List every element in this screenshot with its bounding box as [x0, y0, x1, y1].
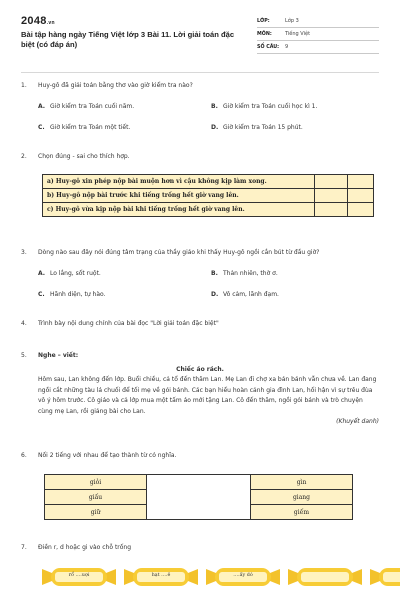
question-3: 3. Dòng nào sau đây nói đúng tâm trạng của thầy giáo khi thấy Huy-gô ngồi cắn bút từ đầu giờ? A. Lo lắng, sốt ruột. B. Thản nhiên, thờ ơ. C. Hãnh diện, tự hào. D. Vô cảm, lãnh đạm.: [21, 249, 379, 309]
worksheet-info: [257, 15, 379, 54]
q3-option-d[interactable]: D. Vô cảm, lãnh đạm.: [211, 291, 279, 298]
answer-cell[interactable]: [348, 189, 374, 203]
info-row-subject: MÔN: Tiếng Việt: [257, 28, 379, 41]
question-2: 2. Chọn đúng - sai cho thích hợp.: [21, 153, 379, 163]
question-1-text: Huy-gô đã giải toán bằng thơ vào giờ kiểm tra nào?: [38, 82, 193, 89]
passage-title: Chiếc áo rách.: [176, 366, 224, 373]
question-6: 6. Nối 2 tiếng với nhau để tạo thành từ có nghĩa.: [21, 452, 379, 462]
question-2-text: Chọn đúng - sai cho thích hợp.: [38, 153, 130, 160]
right-word[interactable]: giang: [251, 490, 353, 505]
candy-fill-item[interactable]: hạt ….ẻ: [124, 566, 198, 588]
table-row: [45, 475, 353, 490]
answer-cell[interactable]: [315, 189, 348, 203]
q3-option-b[interactable]: B. Thản nhiên, thờ ơ.: [211, 270, 278, 277]
table-row: a) Huy-gô xin phép nộp bài muộn hơn vì cậu không kịp làm xong.: [43, 175, 374, 189]
table-row: b) Huy-gô nộp bài trước khi tiếng trống hết giờ vang lên.: [43, 189, 374, 203]
left-word[interactable]: giỏi: [45, 475, 147, 490]
right-word[interactable]: giếm: [251, 505, 353, 520]
header-divider: [21, 72, 379, 73]
question-4: 4. Trình bày nội dung chính của bài đọc "Lời giải toán đặc biệt": [21, 320, 379, 330]
question-7-text: Điền r, d hoặc gi vào chỗ trống: [38, 544, 132, 551]
candy-fill-item[interactable]: [288, 566, 362, 588]
q1-option-d[interactable]: D. Giờ kiểm tra Toán 15 phút.: [211, 124, 303, 131]
answer-cell[interactable]: [315, 203, 348, 217]
q3-option-c[interactable]: C. Hãnh diện, tự hào.: [38, 291, 106, 298]
left-word[interactable]: giữ: [45, 505, 147, 520]
candy-fill-item[interactable]: ….ấy dó: [206, 566, 280, 588]
q1-option-b[interactable]: B. Giờ kiểm tra Toán cuối học kì 1.: [211, 103, 318, 110]
matching-table: [44, 474, 353, 520]
answer-cell[interactable]: [348, 175, 374, 189]
true-false-table: [42, 174, 374, 217]
question-4-text: Trình bày nội dung chính của bài đọc "Lời giải toán đặc biệt": [38, 320, 219, 327]
site-logo[interactable]: 2048.vn: [21, 15, 55, 27]
q1-option-a[interactable]: A. Giờ kiểm tra Toán cuối năm.: [38, 103, 135, 110]
question-7: 7. Điền r, d hoặc gi vào chỗ trống: [21, 544, 379, 554]
worksheet-header: [21, 15, 379, 67]
worksheet-title: Bài tập hàng ngày Tiếng Việt lớp 3 Bài 11. Lời giải toán đặc biệt (có đáp án): [21, 30, 235, 49]
q1-option-c[interactable]: C. Giờ kiểm tra Toán một tiết.: [38, 124, 131, 131]
question-5: 5. Nghe – viết: Chiếc áo rách. Hôm sau, Lan không đến lớp. Buổi chiều, cả tổ đến thăm Lan. Mẹ Lan đi chợ xa bán bánh vẫn chưa về. Lan đang ngồi cắt những tàu lá chuối để tối mẹ về gói bánh. Các bạn hiểu hoàn cảnh gia đình Lan, hối hận vì sự trêu đùa vô ý hôm trước. Cô giáo và cả lớp mua một tấm áo mới tặng Lan. Cô đến thăm, ngồi gói bánh và trò chuyện cùng mẹ Lan, rồi giảng bài cho Lan. (Khuyết danh): [21, 352, 379, 425]
info-row-count: SỐ CÂU: 9: [257, 41, 379, 54]
table-row: c) Huy-gô vừa kịp nộp bài khi tiếng trống hết giờ vang lên.: [43, 203, 374, 217]
matching-area[interactable]: [147, 475, 251, 520]
right-word[interactable]: gìn: [251, 475, 353, 490]
question-1: 1. Huy-gô đã giải toán bằng thơ vào giờ kiểm tra nào? A. Giờ kiểm tra Toán cuối năm. B. Giờ kiểm tra Toán cuối học kì 1. C. Giờ kiểm tra Toán một tiết. D. Giờ kiểm tra Toán 15 phút.: [21, 82, 379, 142]
q3-option-a[interactable]: A. Lo lắng, sốt ruột.: [38, 270, 101, 277]
candy-fill-item[interactable]: rổ ….uợi: [42, 566, 116, 588]
question-5-text: Nghe – viết:: [38, 352, 79, 359]
question-6-text: Nối 2 tiếng với nhau để tạo thành từ có nghĩa.: [38, 452, 177, 459]
info-row-grade: LỚP: Lớp 3: [257, 15, 379, 28]
answer-cell[interactable]: [348, 203, 374, 217]
left-word[interactable]: giấu: [45, 490, 147, 505]
passage-text: Hôm sau, Lan không đến lớp. Buổi chiều, cả tổ đến thăm Lan. Mẹ Lan đi chợ xa bán bánh vẫn chưa về. Lan đang ngồi cắt những tàu lá chuối để tối mẹ về gói bánh. Các bạn hiểu hoàn cảnh gia đình Lan, hối hận vì sự trêu đùa vô ý hôm trước. Cô giáo và cả lớp mua một tấm áo mới tặng Lan. Cô đến thăm, ngồi gói bánh và trò chuyện cùng mẹ Lan, rồi giảng bài cho Lan.: [38, 376, 377, 415]
candy-fill-item[interactable]: [370, 566, 400, 588]
answer-cell[interactable]: [315, 175, 348, 189]
passage-author: (Khuyết danh): [336, 418, 379, 425]
question-3-text: Dòng nào sau đây nói đúng tâm trạng của thầy giáo khi thấy Huy-gô ngồi cắn bút từ đầu giờ?: [38, 249, 320, 256]
